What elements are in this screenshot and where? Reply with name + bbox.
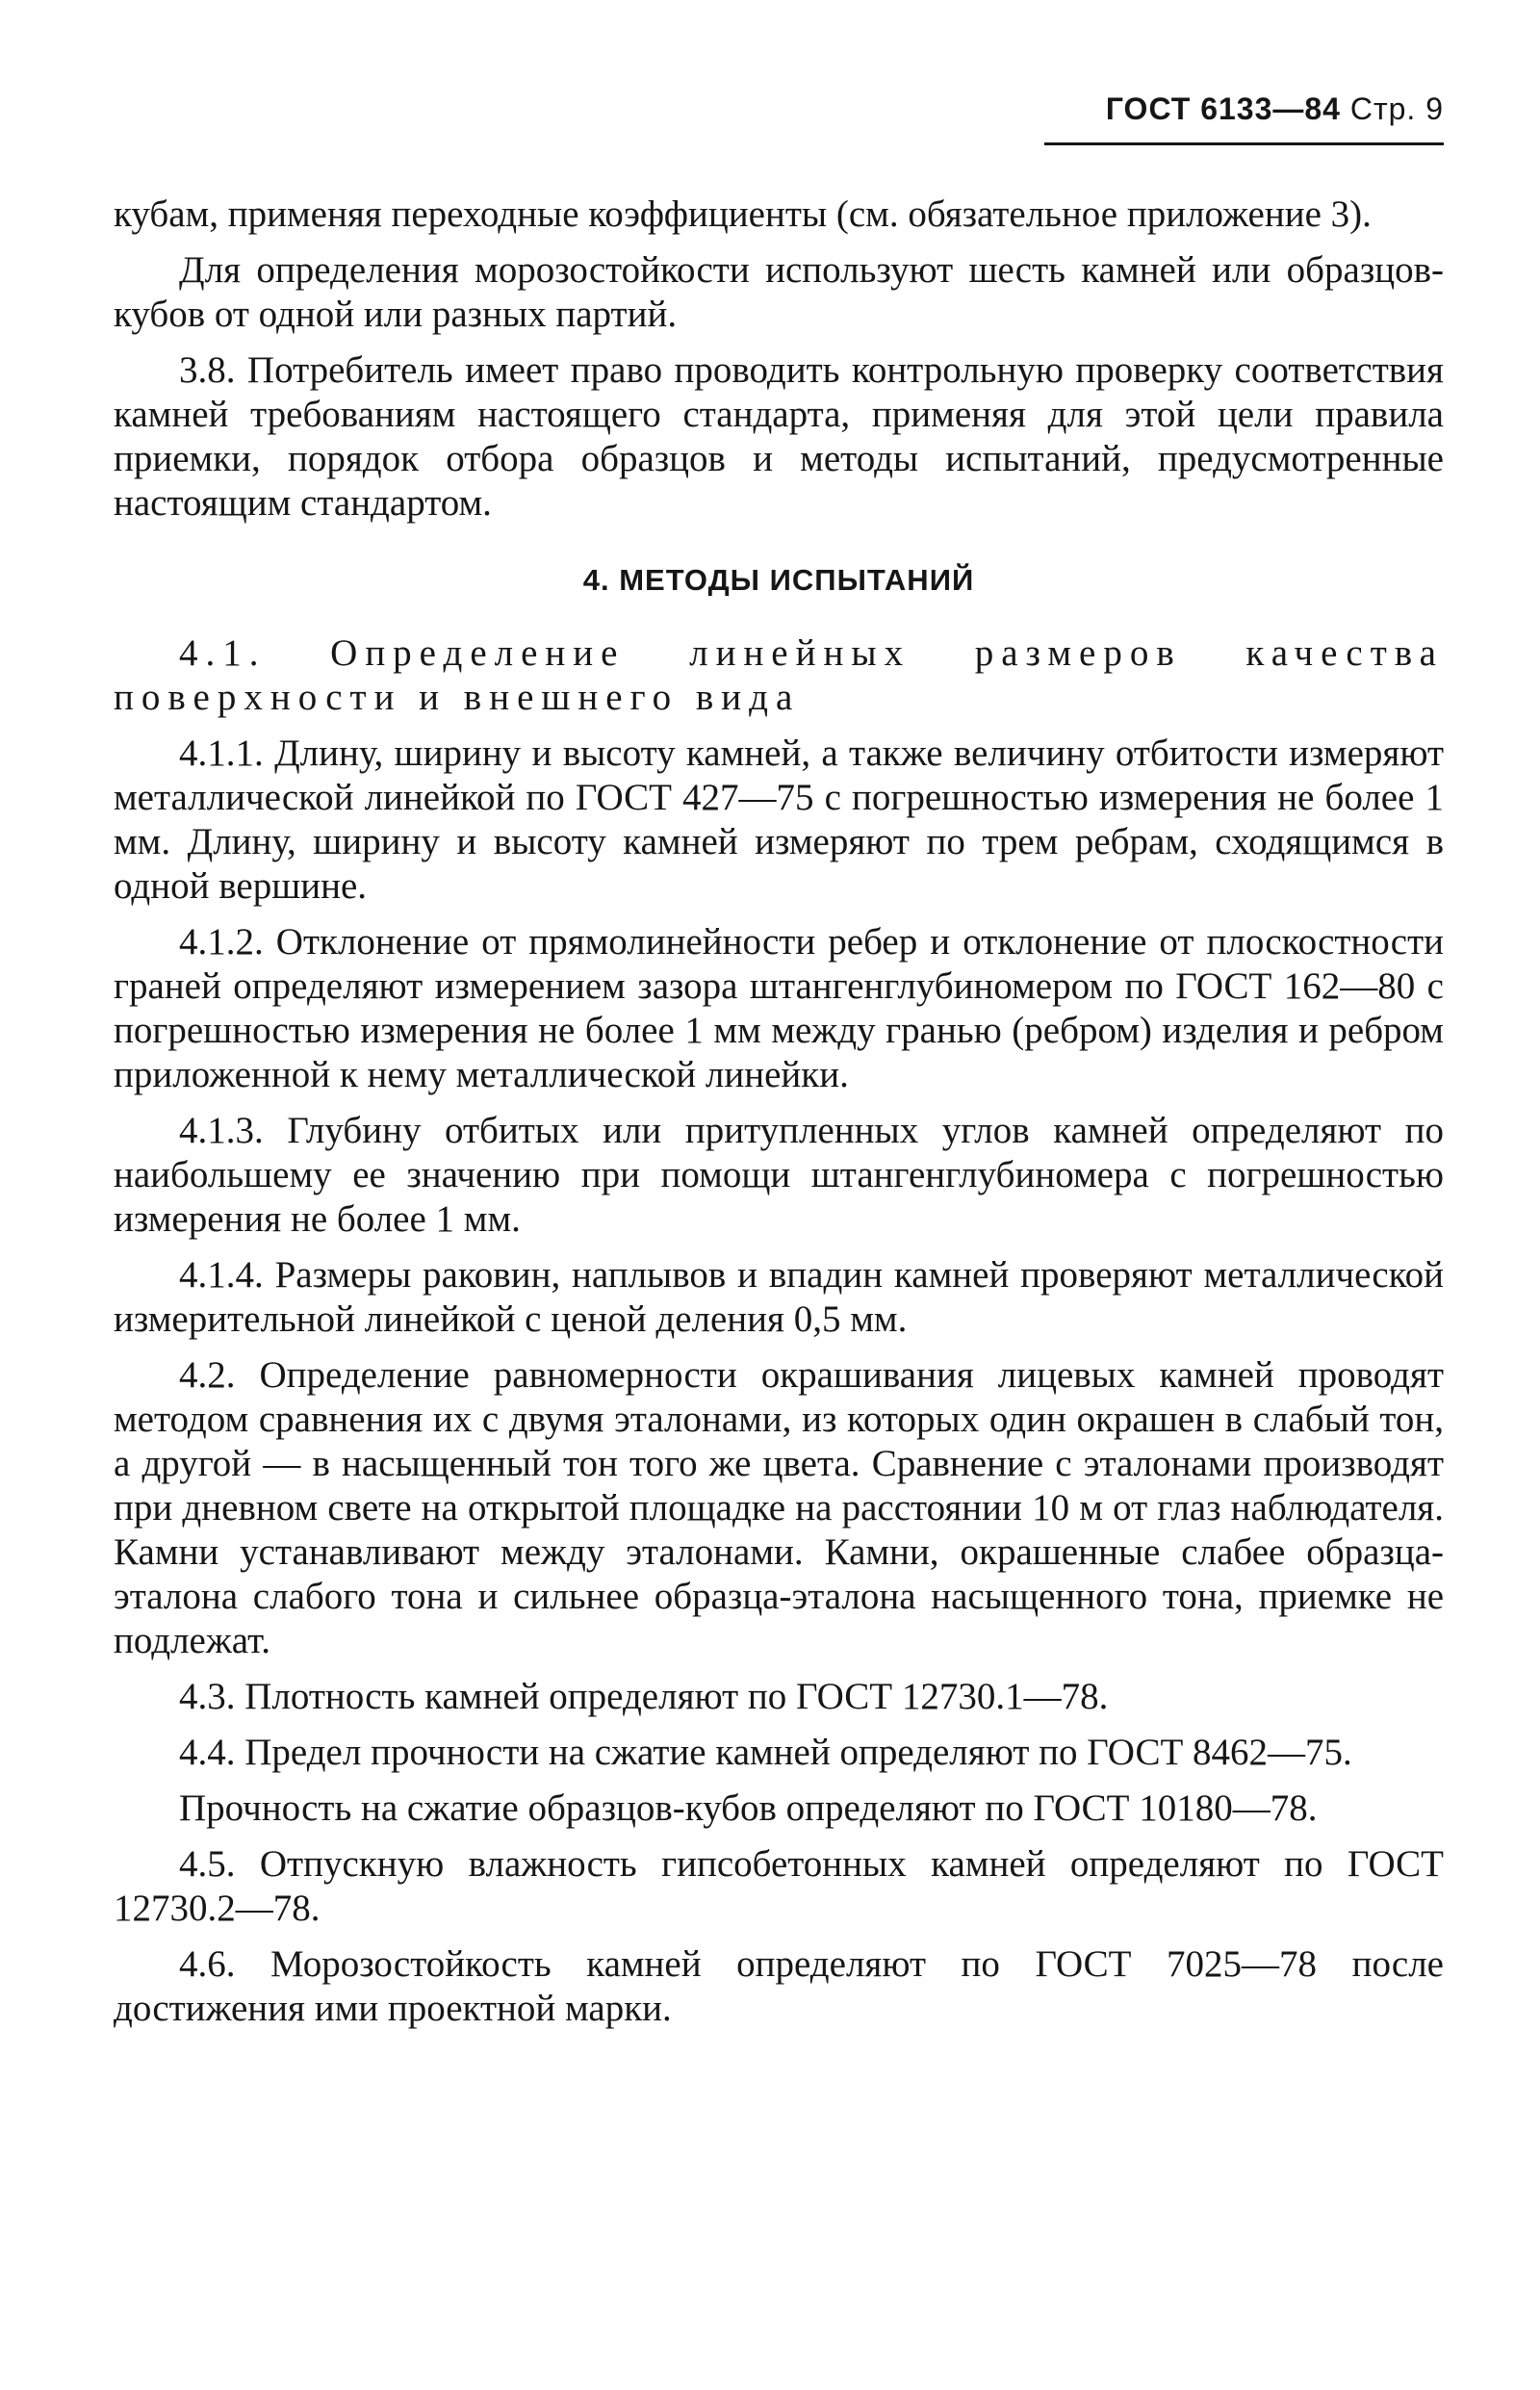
header-rule bbox=[1044, 142, 1444, 145]
paragraph-3-8: 3.8. Потребитель имеет право проводить контрольную проверку соответствия камней требованиям настоящего стандарта, применяя для этой цели правила приемки, порядок отбора образцов и методы испытаний, предусмотренные настоящим стандартом. bbox=[114, 349, 1444, 524]
paragraph-4-1-1: 4.1.1. Длину, ширину и высоту камней, а также величину отбитости измеряют металлической линейкой по ГОСТ 427—75 с погрешностью измерения не более 1 мм. Длину, ширину и высоту камней измеряют по трем ребрам, сходящимся в одной вершине. bbox=[114, 732, 1444, 907]
paragraph-4-3: 4.3. Плотность камней определяют по ГОСТ 12730.1—78. bbox=[179, 1676, 1109, 1717]
page-header bbox=[1106, 91, 1444, 127]
subsection-heading-4-1: 4.1. Определение линейных размеров качества поверхности и внешнего вида bbox=[114, 632, 1444, 718]
paragraph-4-6: 4.6. Морозостойкость камней определяют по ГОСТ 7025—78 после достижения ими проектной марки. bbox=[114, 1943, 1444, 2029]
paragraph-4-1-2: 4.1.2. Отклонение от прямолинейности ребер и отклонение от плоскостности граней определяют измерением зазора штангенглубиномером по ГОСТ 162—80 с погрешностью измерения не более 1 мм между гранью (ребром) изделия и ребром приложенной к нему металлической линейки. bbox=[114, 921, 1444, 1095]
document-body bbox=[114, 193, 1444, 2043]
paragraph-4-4: 4.4. Предел прочности на сжатие камней определяют по ГОСТ 8462—75. bbox=[179, 1732, 1352, 1773]
paragraph: кубам, применяя переходные коэффициенты (см. обязательное приложение 3). bbox=[114, 193, 1372, 235]
paragraph-4-1-4: 4.1.4. Размеры раковин, наплывов и впадин камней проверяют металлической измерительной линейкой с ценой деления 0,5 мм. bbox=[114, 1254, 1444, 1340]
paragraph-4-1-3: 4.1.3. Глубину отбитых или притупленных углов камней определяют по наибольшему ее значению при помощи штангенглубиномера с погрешностью измерения не более 1 мм. bbox=[114, 1110, 1444, 1240]
paragraph: Для определения морозостойкости используют шесть камней или образцов-кубов от одной или разных партий. bbox=[114, 249, 1444, 335]
paragraph-4-2: 4.2. Определение равномерности окрашивания лицевых камней проводят методом сравнения их с двумя эталонами, из которых один окрашен в слабый тон, а другой — в насыщенный тон того же цвета. Сравнение с эталонами производят при дневном свете на открытой площадке на расстоянии 10 м от глаз наблюдателя. Камни устанавливают между эталонами. Камни, окрашенные слабее образца-эталона слабого тона и сильнее образца-эталона насыщенного тона, приемке не подлежат. bbox=[114, 1354, 1444, 1661]
section-title: 4. МЕТОДЫ ИСПЫТАНИЙ bbox=[582, 563, 975, 597]
page-number: Стр. 9 bbox=[1349, 91, 1444, 126]
paragraph-4-4-continued: Прочность на сжатие образцов-кубов определяют по ГОСТ 10180—78. bbox=[179, 1787, 1318, 1829]
standard-number: ГОСТ 6133—84 bbox=[1105, 91, 1341, 126]
paragraph-4-5: 4.5. Отпускную влажность гипсобетонных камней определяют по ГОСТ 12730.2—78. bbox=[114, 1843, 1444, 1929]
